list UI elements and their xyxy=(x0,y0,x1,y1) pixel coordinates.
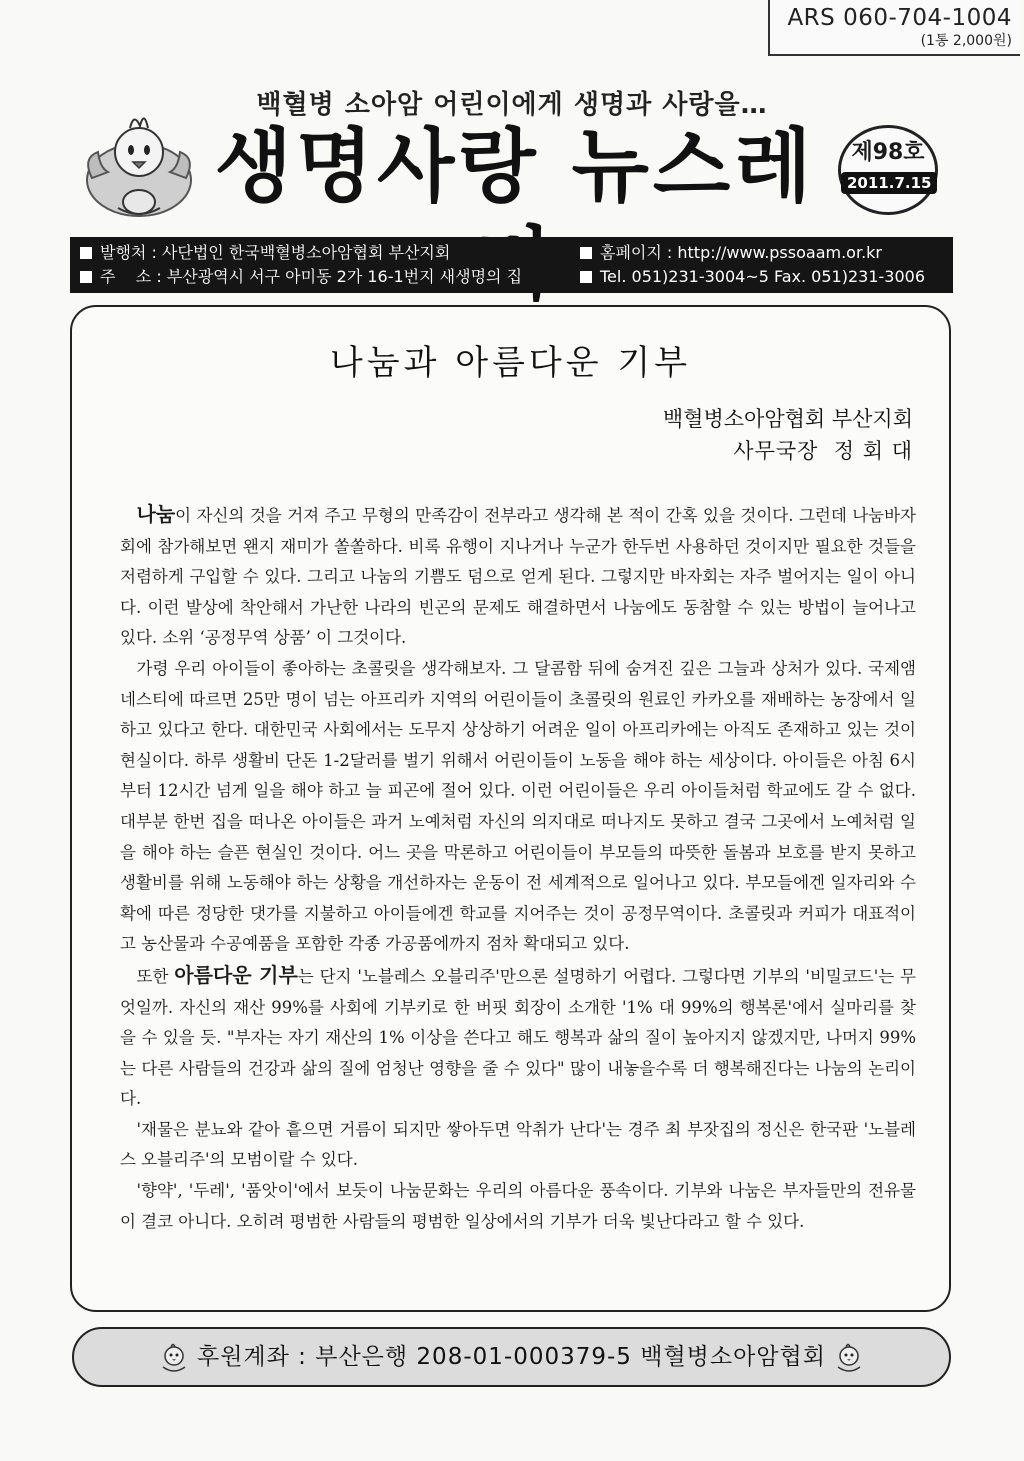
contact: Tel. 051)231-3004~5 Fax. 051)231-3006 xyxy=(600,267,925,286)
paragraph-1-text: 이 자신의 것을 거져 주고 무형의 만족감이 전부라고 생각해 본 적이 간혹 있을 것이다. 그런데 나눔바자회에 참가해보면 왠지 재미가 쏠쏠하다. 비록 유행이 지나거나 누군가 한두번 사용하던 것이지만 필요한 것들을 저렴하게 구입할 수 있다. 그리고 나눔의 기쁨도 덤으로 얻게 된다. 그렇지만 바자회는 자주 벌어지는 일이 아니다. 이런 발상에 착안해서 가난한 나라의 빈곤의 문제도 해결하면서 나눔에도 동참할 수 있는 방법이 늘어나고 있다. 소위 ‘공정무역 상품’ 이 그것이다. xyxy=(120,506,916,648)
paragraph-3-pre: 또한 xyxy=(136,966,175,986)
newsletter-title: 생명사랑 뉴스레 xyxy=(214,120,816,213)
paragraph-5: '향약', '두레', '품앗이'에서 보듯이 나눔문화는 우리의 아름다운 풍속이다. 기부와 나눔은 부자들만의 전유물이 결코 아니다. 오히려 평범한 사람들의 평범한 일상에서의 기부가 더욱 빛난다라고 할 수 있다. xyxy=(120,1181,916,1231)
paragraph-3-text: 는 단지 '노블레스 오블리주'만으론 설명하기 어렵다. 그렇다면 기부의 '비밀코드'는 무엇일까. 자신의 재산 99%를 사회에 기부키로 한 버핏 회장이 소개한 '1% 대 99%의 행복론'에서 실마리를 찾을 수 있을 듯. "부자는 자기 재산의 1% 이상을 쓴다고 해도 행복과 삶의 질이 높아지지 않겠지만, 나머지 99%는 다른 사람들의 건강과 삶의 질에 엄청난 영향을 줄 수 있다" 많이 내놓을수록 더 행복해진다는 나눔의 논리이다. xyxy=(120,966,916,1109)
paragraph-1 xyxy=(120,499,916,654)
info-row-1 xyxy=(80,241,943,265)
homepage: 홈페이지 : http://www.pssoaam.or.kr xyxy=(600,243,883,262)
square-bullet-icon xyxy=(80,247,92,259)
author-name: 사무국장 정 회 대 xyxy=(733,439,913,463)
ars-price: (1통 2,000원) xyxy=(920,33,1012,49)
donation-bar xyxy=(72,1327,951,1387)
square-bullet-icon xyxy=(80,271,92,283)
article-body xyxy=(120,499,916,1237)
ars-box xyxy=(768,0,1020,56)
issue-badge xyxy=(838,125,938,215)
author-org: 백혈병소아암협회 부산지회 xyxy=(662,407,913,431)
slogan: 백혈병 소아암 어린이에게 생명과 사랑을… xyxy=(256,90,768,120)
byline xyxy=(663,403,913,467)
keyword-donation: 아름다운 기부 xyxy=(174,962,298,987)
donation-account: 후원계좌 : 부산은행 208-01-000379-5 백혈병소아암협회 xyxy=(197,1344,826,1370)
article-box xyxy=(70,305,951,1312)
chick-icon xyxy=(832,1341,866,1375)
ars-number: ARS 060-704-1004 xyxy=(787,5,1012,31)
chick-icon xyxy=(157,1341,191,1375)
publisher: 발행처 : 사단법인 한국백혈병소아암협회 부산지회 xyxy=(100,243,451,262)
paragraph-2: 가령 우리 아이들이 좋아하는 초콜릿을 생각해보자. 그 달콤함 뒤에 숨겨진 깊은 그늘과 상처가 있다. 국제앰네스티에 따르면 25만 명이 넘는 아프리카 지역의 어린이들이 초콜릿의 원료인 카카오를 재배하는 농장에서 일하고 있다고 한다. 대한민국 사회에서는 도무지 상상하기 어려운 일이 아프리카에는 아직도 존재하고 있는 것이 현실이다. 하루 생활비 단돈 1-2달러를 벌기 위해서 어린이들이 노동을 해야 하는 세상이다. 아이들은 아침 6시부터 12시간 넘게 일을 해야 하고 늘 피곤에 절어 있다. 이런 어린이들은 우리 아이들처럼 학교에도 갈 수 없다. 대부분 한번 집을 떠나온 아이들은 과거 노예처럼 자신의 의지대로 떠나지도 못하고 결국 그곳에서 노예처럼 일을 해야 하는 슬픈 현실인 것이다. 어느 곳을 막론하고 어린이들이 부모들의 따뜻한 돌봄과 보호를 받지 못하고 생활비를 위해 노동해야 하는 상황을 개선하자는 운동이 전 세계적으로 일어나고 있다. 부모들에겐 일자리와 수확에 따른 정당한 댓가를 지불하고 아이들에겐 학교를 지어주는 것이 공정무역이다. 초콜릿과 커피가 대표적이고 농산물과 수공예품을 포함한 각종 가공품에까지 점차 확대되고 있다. xyxy=(120,658,916,954)
info-bar xyxy=(70,237,953,293)
paragraph-4: '재물은 분뇨와 같아 흩으면 거름이 되지만 쌓아두면 악취가 난다'는 경주 최 부잣집의 정신은 한국판 '노블레스 오블리주'의 모범이랄 수 있다. xyxy=(120,1119,916,1170)
square-bullet-icon xyxy=(580,271,592,283)
paragraph-3 xyxy=(120,960,916,1115)
issue-number: 제98호 xyxy=(851,140,925,165)
article-title: 나눔과 아름다운 기부 xyxy=(329,343,692,383)
address: 주 소 : 부산광역시 서구 아미동 2가 16-1번지 새생명의 집 xyxy=(100,267,523,286)
square-bullet-icon xyxy=(580,247,592,259)
keyword-sharing: 나눔 xyxy=(136,502,176,526)
issue-date: 2011.7.15 xyxy=(841,172,937,194)
info-row-2 xyxy=(80,265,943,289)
mascot-bird-icon xyxy=(78,108,200,220)
